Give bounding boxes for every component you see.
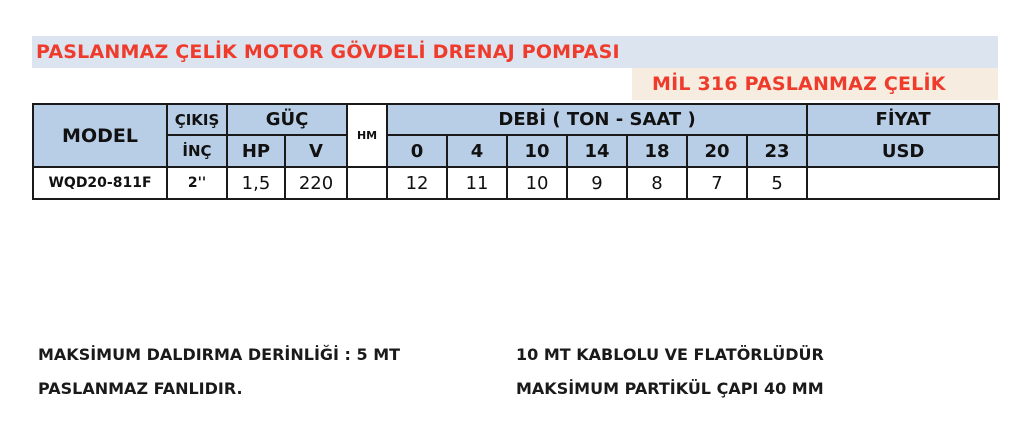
particle-size-note: MAKSİMUM PARTİKÜL ÇAPI 40 MM [516,379,824,398]
subtitle-bar [632,68,998,100]
stainless-fan-note: PASLANMAZ FANLIDIR. [38,379,243,398]
page-subtitle: MİL 316 PASLANMAZ ÇELİK [652,73,946,95]
header-row-2 [33,135,999,167]
head-cell: 8 [627,167,687,199]
head-cell: 7 [687,167,747,199]
inc-header: İNÇ [167,135,227,167]
head-cell: 11 [447,167,507,199]
hp-header: HP [227,135,285,167]
model-header: MODEL [33,104,167,167]
page-title: PASLANMAZ ÇELİK MOTOR GÖVDELİ DRENAJ POMPASI [36,41,620,63]
price-cell [807,167,999,199]
pump-spec-table [32,103,1000,200]
cable-float-note: 10 MT KABLOLU VE FLATÖRLÜDÜR [516,345,824,364]
head-cell: 10 [507,167,567,199]
cikis-header: ÇIKIŞ [167,104,227,135]
table-row [33,167,999,199]
debi-value-header: 18 [627,135,687,167]
header-row-1 [33,104,999,135]
model-cell: WQD20-811F [33,167,167,199]
notes-right [516,338,824,406]
notes-left [38,338,400,406]
hm-header: HM [347,104,387,167]
head-cell: 9 [567,167,627,199]
title-bar [32,36,998,68]
debi-value-header: 10 [507,135,567,167]
guc-header: GÜÇ [227,104,347,135]
debi-value-header: 0 [387,135,447,167]
debi-header: DEBİ ( TON - SAAT ) [387,104,807,135]
cikis-cell: 2'' [167,167,227,199]
head-cell: 12 [387,167,447,199]
debi-value-header: 4 [447,135,507,167]
debi-value-header: 20 [687,135,747,167]
fiyat-header: FİYAT [807,104,999,135]
volt-header: V [285,135,347,167]
volt-cell: 220 [285,167,347,199]
debi-value-header: 14 [567,135,627,167]
max-depth-note: MAKSİMUM DALDIRMA DERİNLİĞİ : 5 MT [38,345,401,364]
head-cell: 5 [747,167,807,199]
hp-cell: 1,5 [227,167,285,199]
debi-value-header: 23 [747,135,807,167]
usd-header: USD [807,135,999,167]
hm-cell [347,167,387,199]
